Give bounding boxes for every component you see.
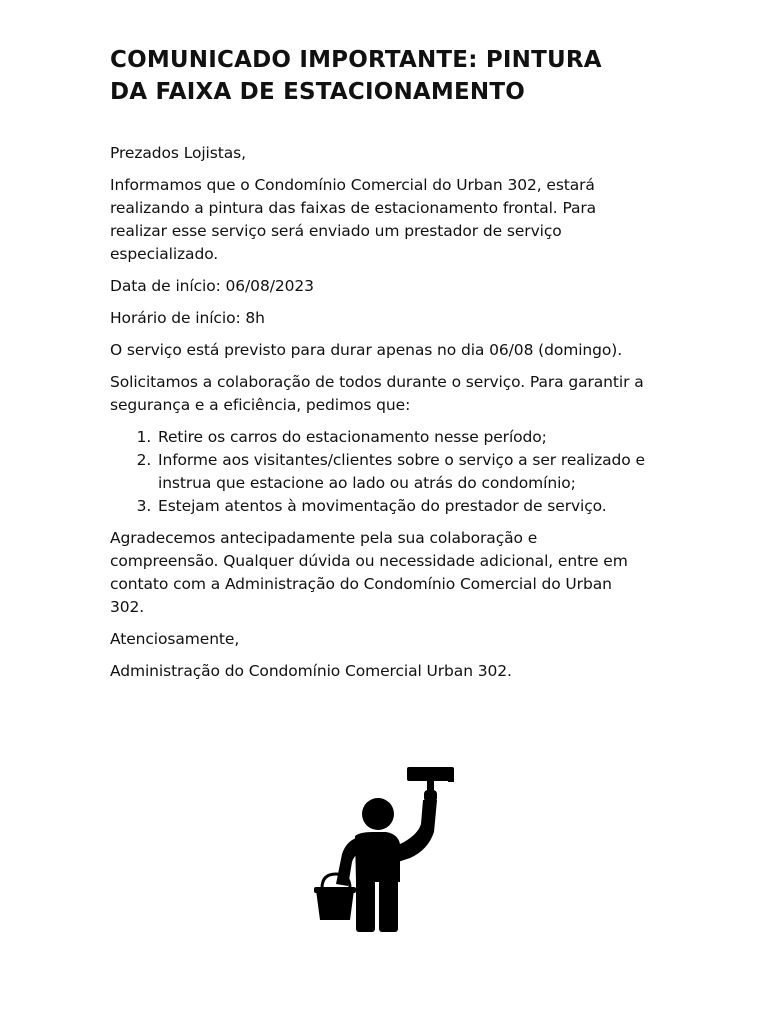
list-item: 3. Estejam atentos à movimentação do prestador de serviço. <box>156 495 650 518</box>
start-time: Horário de início: 8h <box>110 309 265 327</box>
thanks-paragraph: Agradecemos antecipadamente pela sua colaboração e compreensão. Qualquer dúvida ou necessidade adicional, entre em contato com a Administração do Condomínio Comercial do Urban 302. <box>110 529 628 616</box>
greeting: Prezados Lojistas, <box>110 144 246 162</box>
start-date: Data de início: 06/08/2023 <box>110 277 314 295</box>
signature: Administração do Condomínio Comercial Urban 302. <box>110 662 512 680</box>
document-title: COMUNICADO IMPORTANTE: PINTURA DA FAIXA DE ESTACIONAMENTO <box>110 47 602 105</box>
list-item: 2. Informe aos visitantes/clientes sobre o serviço a ser realizado e instrua que estacione ao lado ou atrás do condomínio; <box>156 449 650 495</box>
requests-list <box>110 426 650 518</box>
painter-with-roller-icon <box>300 762 470 937</box>
intro-paragraph: Informamos que o Condomínio Comercial do Urban 302, estará realizando a pintura das faixas de estacionamento frontal. Para realizar esse serviço será enviado um prestador de serviço especializado. <box>110 176 597 263</box>
notice-document <box>110 44 650 692</box>
duration-paragraph: O serviço está previsto para durar apenas no dia 06/08 (domingo). <box>110 341 623 359</box>
list-item: 1. Retire os carros do estacionamento nesse período; <box>156 426 650 449</box>
request-paragraph: Solicitamos a colaboração de todos durante o serviço. Para garantir a segurança e a eficiência, pedimos que: <box>110 373 644 414</box>
closing: Atenciosamente, <box>110 630 240 648</box>
